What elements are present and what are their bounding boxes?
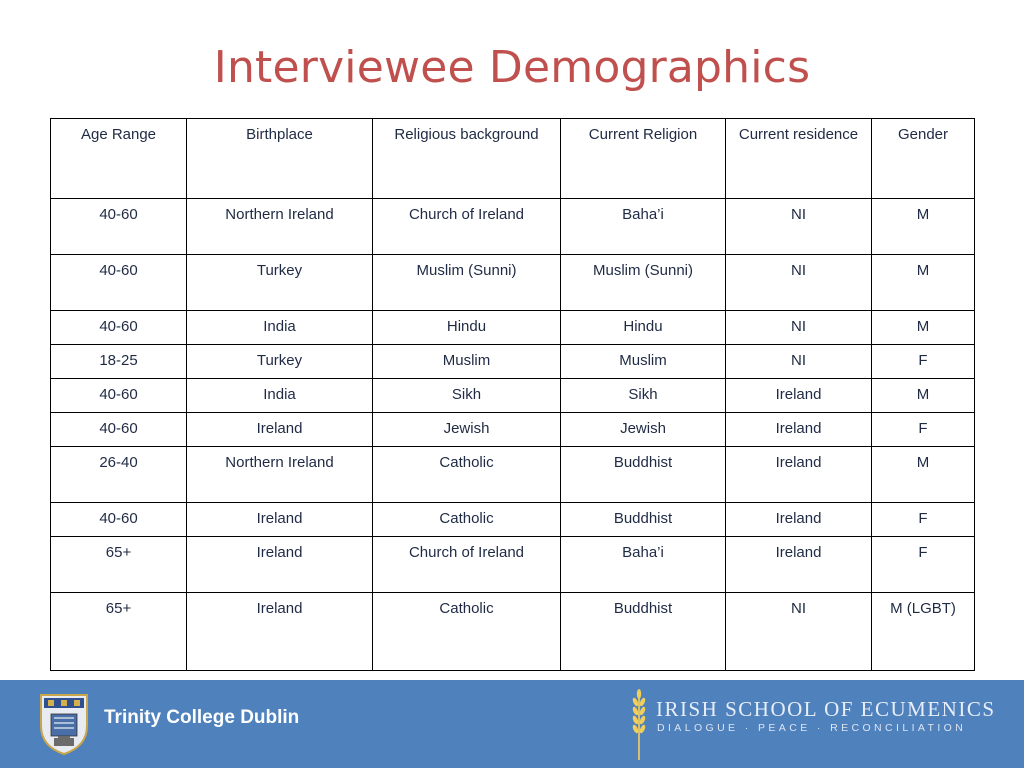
table-cell: NI	[726, 199, 872, 255]
table-cell: Turkey	[187, 345, 373, 379]
table-cell: Muslim	[373, 345, 561, 379]
table-cell: M	[872, 379, 975, 413]
header-birthplace: Birthplace	[187, 119, 373, 199]
table-cell: India	[187, 311, 373, 345]
table-row	[51, 503, 975, 537]
table-cell: Ireland	[726, 447, 872, 503]
footer-bar	[0, 680, 1024, 768]
header-current-religion: Current Religion	[561, 119, 726, 199]
header-current-residence: Current residence	[726, 119, 872, 199]
table-cell: Ireland	[187, 503, 373, 537]
table-cell: NI	[726, 255, 872, 311]
table-row	[51, 537, 975, 593]
demographics-table	[50, 118, 975, 671]
table-cell: Hindu	[373, 311, 561, 345]
table-cell: Ireland	[187, 413, 373, 447]
table-cell: Buddhist	[561, 503, 726, 537]
table-cell: Buddhist	[561, 593, 726, 671]
table-cell: Ireland	[726, 503, 872, 537]
table-cell: 40-60	[51, 255, 187, 311]
table-cell: Muslim	[561, 345, 726, 379]
table-row	[51, 311, 975, 345]
table-row	[51, 255, 975, 311]
table-row	[51, 379, 975, 413]
table-cell: 65+	[51, 537, 187, 593]
table-cell: Northern Ireland	[187, 447, 373, 503]
table-cell: M (LGBT)	[872, 593, 975, 671]
table-cell: F	[872, 413, 975, 447]
table-cell: Ireland	[187, 537, 373, 593]
table-cell: 40-60	[51, 503, 187, 537]
table-cell: M	[872, 311, 975, 345]
table-cell: Baha’i	[561, 199, 726, 255]
table-cell: Muslim (Sunni)	[373, 255, 561, 311]
table-cell: M	[872, 255, 975, 311]
table-cell: M	[872, 447, 975, 503]
table-cell: 40-60	[51, 199, 187, 255]
table-cell: Muslim (Sunni)	[561, 255, 726, 311]
table-row	[51, 447, 975, 503]
table-cell: Catholic	[373, 447, 561, 503]
table-cell: 65+	[51, 593, 187, 671]
table-cell: Catholic	[373, 503, 561, 537]
table-cell: 40-60	[51, 379, 187, 413]
table-header-row	[51, 119, 975, 199]
table-cell: NI	[726, 593, 872, 671]
table-row	[51, 413, 975, 447]
table-row	[51, 199, 975, 255]
header-religious-background: Religious background	[373, 119, 561, 199]
table-row	[51, 345, 975, 379]
table-cell: Buddhist	[561, 447, 726, 503]
table-cell: Northern Ireland	[187, 199, 373, 255]
table-cell: Ireland	[726, 413, 872, 447]
table-cell: Ireland	[726, 537, 872, 593]
wheat-icon	[630, 688, 648, 760]
table-cell: M	[872, 199, 975, 255]
table-cell: F	[872, 503, 975, 537]
table-cell: Sikh	[373, 379, 561, 413]
header-gender: Gender	[872, 119, 975, 199]
table-cell: Catholic	[373, 593, 561, 671]
table-cell: Baha’i	[561, 537, 726, 593]
table-cell: 40-60	[51, 311, 187, 345]
slide-title: Interviewee Demographics	[213, 42, 811, 93]
table-cell: Jewish	[561, 413, 726, 447]
table-cell: Ireland	[726, 379, 872, 413]
table-cell: Hindu	[561, 311, 726, 345]
table-cell: 26-40	[51, 447, 187, 503]
table-cell: 40-60	[51, 413, 187, 447]
table-cell: NI	[726, 311, 872, 345]
institution-name: Trinity College Dublin	[104, 707, 300, 728]
table-cell: Jewish	[373, 413, 561, 447]
table-cell: Sikh	[561, 379, 726, 413]
table-cell: F	[872, 345, 975, 379]
table-cell: 18-25	[51, 345, 187, 379]
table-cell: Church of Ireland	[373, 199, 561, 255]
table-cell: India	[187, 379, 373, 413]
school-name: IRISH SCHOOL OF ECUMENICS	[656, 697, 996, 721]
table-cell: Turkey	[187, 255, 373, 311]
table-cell: NI	[726, 345, 872, 379]
table-row	[51, 593, 975, 671]
table-cell: Ireland	[187, 593, 373, 671]
table-cell: Church of Ireland	[373, 537, 561, 593]
table-cell: F	[872, 537, 975, 593]
school-tagline: DIALOGUE · PEACE · RECONCILIATION	[657, 722, 967, 734]
header-age-range: Age Range	[51, 119, 187, 199]
shield-crest-icon	[38, 692, 90, 756]
